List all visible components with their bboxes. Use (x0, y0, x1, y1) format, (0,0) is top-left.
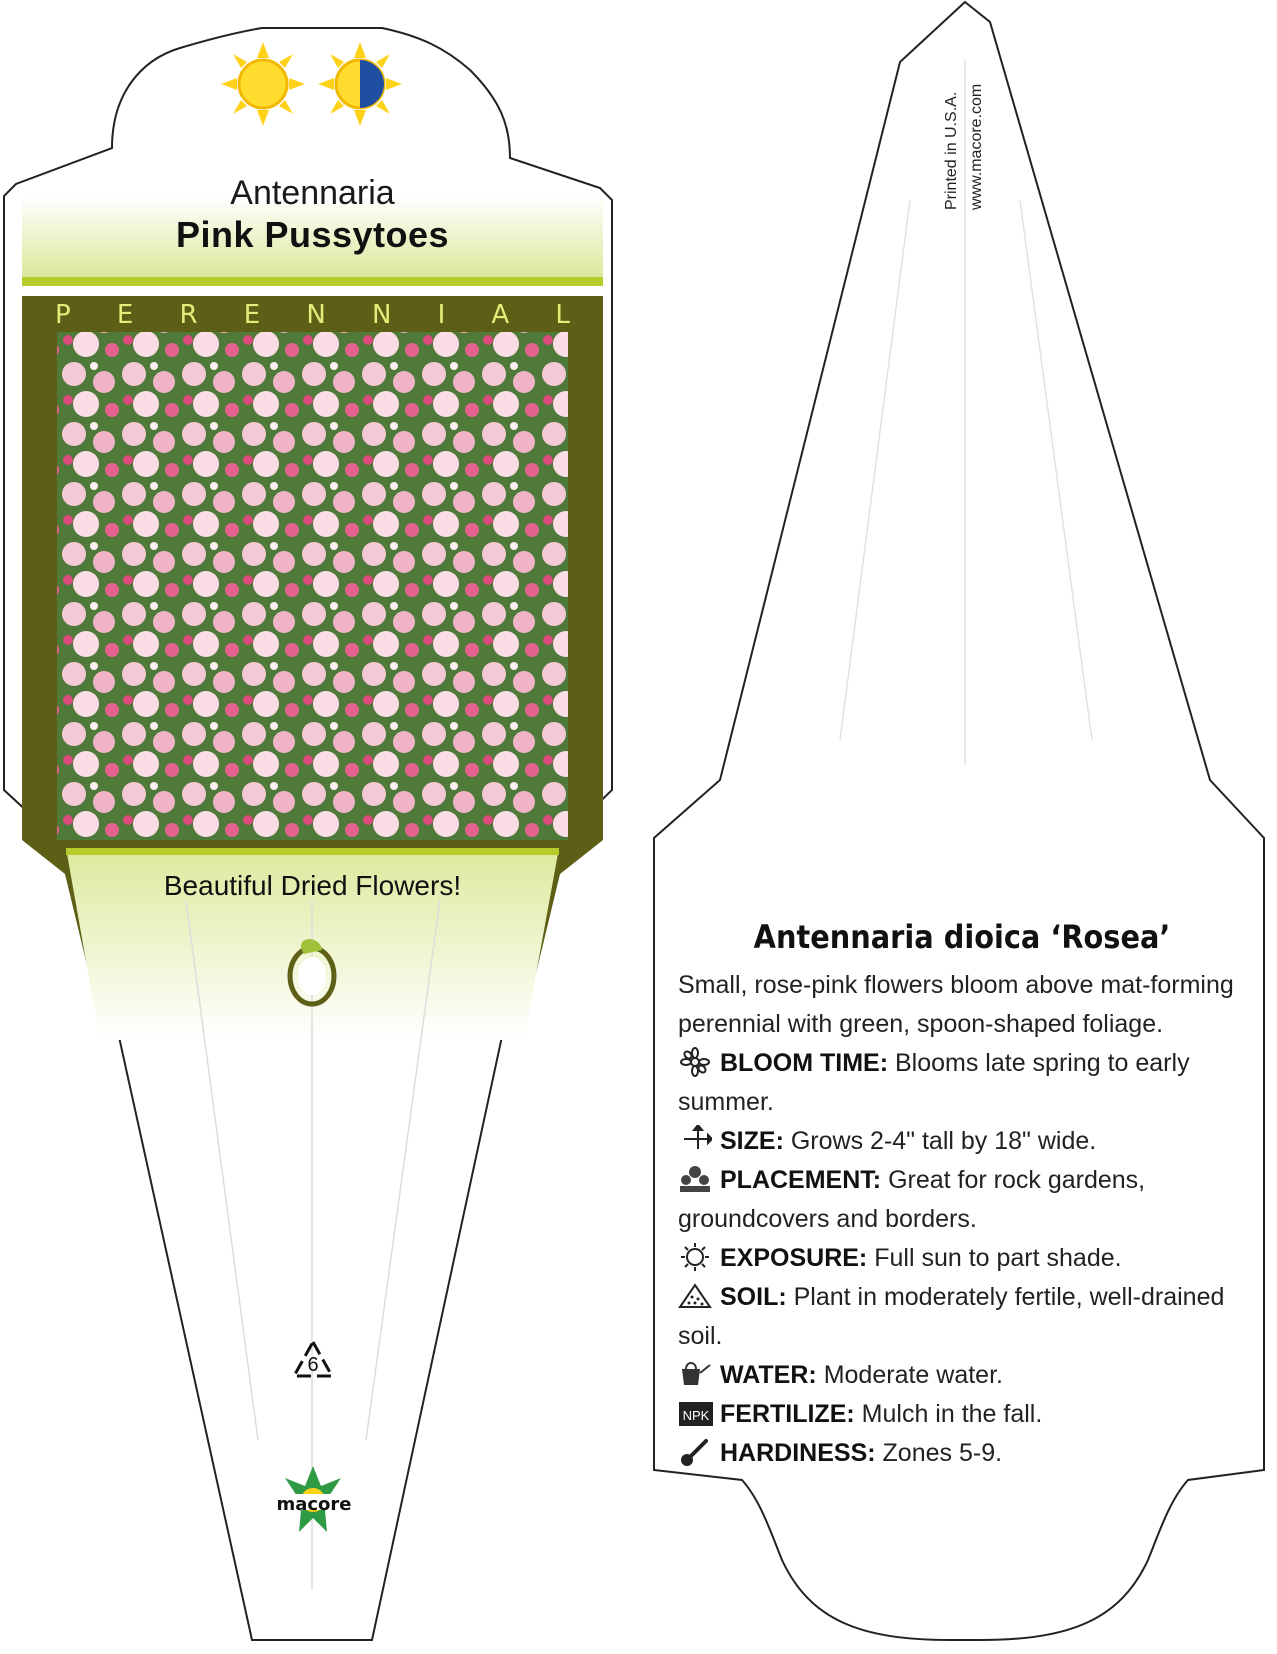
npk-icon (678, 1398, 714, 1428)
category-label (55, 300, 570, 330)
category-letter: N (306, 300, 326, 330)
category-letter: R (179, 300, 198, 330)
description: Small, rose-pink flowers bloom above mat-forming perennial with green, spoon-shaped foliage. (678, 971, 1234, 1038)
care-info (678, 966, 1258, 1473)
plant-cultivar: Pink Pussytoes (175, 214, 450, 255)
attribute-row: EXPOSURE: Full sun to part shade. (678, 1239, 1258, 1278)
thermometer-icon (678, 1437, 714, 1467)
attribute-row: NPK FERTILIZE: Mulch in the fall. (678, 1395, 1258, 1434)
placement-icon (678, 1164, 714, 1194)
print-website: www.macore.com (968, 83, 985, 210)
attribute-row: BLOOM TIME: Blooms late spring to early summer. (678, 1049, 1190, 1116)
recycle-code: 6 (307, 1354, 319, 1376)
attribute-row: SIZE: Grows 2-4" tall by 18" wide. (678, 1122, 1258, 1161)
soil-icon (678, 1281, 714, 1311)
category-letter: A (491, 300, 510, 330)
attribute-row: HARDINESS: Zones 5-9. (678, 1434, 1258, 1473)
part-shade-icon (318, 42, 402, 126)
sun-outline-icon (678, 1242, 714, 1272)
plant-photo (57, 332, 568, 840)
plant-genus: Antennaria (230, 174, 395, 212)
tagline: Beautiful Dried Flowers! (163, 870, 462, 901)
full-sun-icon (221, 42, 305, 126)
svg-text:NPK: NPK (682, 1408, 710, 1423)
watering-can-icon (678, 1359, 714, 1389)
print-origin: Printed in U.S.A. (943, 91, 960, 210)
flower-icon (678, 1047, 714, 1077)
category-letter: N (371, 300, 392, 330)
attribute-row: PLACEMENT: Great for rock gardens, groundcovers and borders. (678, 1166, 1146, 1233)
header-stripe (22, 277, 603, 286)
attribute-row: WATER: Moderate water. (678, 1356, 1258, 1395)
size-arrows-icon (678, 1125, 714, 1155)
category-letter: P (55, 300, 71, 330)
footer-stripe (66, 848, 559, 855)
brand-logo: macore (276, 1494, 352, 1515)
category-letter: I (437, 300, 446, 330)
category-letter: E (116, 300, 134, 330)
recycle-icon (288, 1338, 338, 1389)
category-letter: E (243, 300, 261, 330)
attribute-row: SOIL: Plant in moderately fertile, well-drained soil. (678, 1283, 1225, 1350)
botanical-name: Antennaria dioica ‘Rosea’ (753, 918, 1171, 956)
category-letter: L (555, 300, 570, 330)
